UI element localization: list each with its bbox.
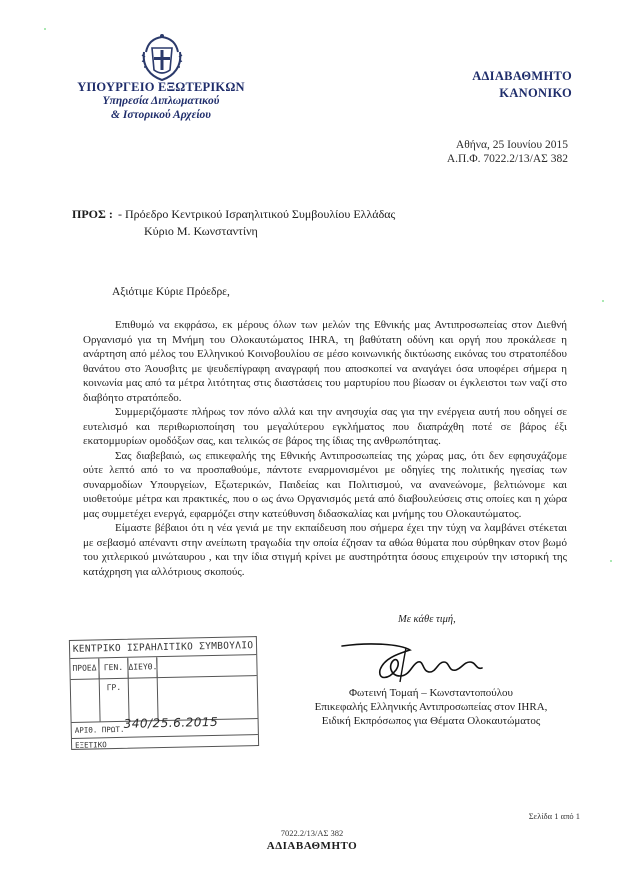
handwritten-signature xyxy=(340,640,500,684)
stamp-col-secretary: ΓΕΝ. ΓΡ. xyxy=(99,658,128,679)
signatory-block xyxy=(296,686,566,728)
classification-normal: ΚΑΝΟΝΙΚΟ xyxy=(499,86,572,100)
stamp-col-director: ΔΙΕΥΘ. xyxy=(128,657,157,678)
signatory-title-2: Ειδική Εκπρόσωπος για Θέματα Ολοκαυτώματος xyxy=(321,715,541,727)
closing-phrase: Με κάθε τιμή, xyxy=(398,614,456,625)
recipient-label: ΠΡΟΣ : xyxy=(72,207,113,221)
footer-classification: ΑΔΙΑΒΑΘΜΗΤΟ xyxy=(266,840,358,852)
signatory-title-1: Επικεφαλής Ελληνικής Αντιπροσωπείας στον IHRA, xyxy=(314,701,548,713)
page-number: Σελίδα 1 από 1 xyxy=(528,811,580,821)
classification-block xyxy=(472,68,572,102)
stamp-title: ΚΕΝΤΡΙΚΟ ΙΣΡΑΗΛΙΤΙΚΟ ΣΥΜΒΟΥΛΙΟ xyxy=(70,637,256,659)
scan-speck xyxy=(610,560,612,562)
paragraph-3: Σας διαβεβαιώ, ως επικεφαλής της Εθνικής Αντιπροσωπείας της χώρας μας, ότι δεν εφησυχάζομε ούτε λεπτό από το να προσπαθούμε, πάντοτε εναρμονισμένοι με οδηγίες της πολιτικής ηγεσίας των συναρμοδίων Υπουργείων, Εξωτερικών, Παιδείας και Πολιτισμού, να ανανεώνομε, βελτιώνομε και υιοθετούμε μέτρα και πρακτικές, που ο ως άνω Οργανισμός μετά από διαβουλεύσεις στις οποίες και η χώρα μας συμμετέχει ενεργά, εφαρμόζει στην κατεύθυνση διδασκαλίας και μνήμης του Ολοκαυτώματος. xyxy=(83,449,567,520)
date-reference-block xyxy=(447,138,568,166)
recipient-line-2: Κύριο Μ. Κωνσταντίνη xyxy=(144,224,258,238)
salutation: Αξιότιμε Κύριε Πρόεδρε, xyxy=(112,286,230,298)
letter-reference: Α.Π.Φ. 7022.2/13/ΑΣ 382 xyxy=(446,153,568,165)
letter-body xyxy=(83,318,567,579)
stamp-col-president: ΠΡΟΕΔ xyxy=(70,658,99,679)
stamp-outgoing-label: ΕΞΕΤΙΚΟ xyxy=(74,740,107,750)
scan-speck xyxy=(44,28,46,30)
recipient-line-1: - Πρόεδρο Κεντρικού Ισραηλιτικού Συμβουλίου Ελλάδας xyxy=(118,207,396,221)
service-line-1: Υπηρεσία Διπλωματικού xyxy=(102,95,220,107)
footer-reference: 7022.2/13/ΑΣ 382 xyxy=(280,828,344,838)
received-stamp xyxy=(69,636,259,750)
recipient-block xyxy=(72,206,396,238)
service-line-2: & Ιστορικού Αρχείου xyxy=(111,109,211,121)
greek-coat-of-arms-icon xyxy=(138,32,186,82)
ministry-name: ΥΠΟΥΡΓΕΙΟ ΕΞΩΤΕΡΙΚΩΝ xyxy=(77,80,245,94)
stamp-protocol-label: ΑΡΙΘ. ΠΡΩΤ. xyxy=(74,724,125,735)
scan-speck xyxy=(602,300,604,302)
letter-date: Αθήνα, 25 Ιουνίου 2015 xyxy=(455,139,568,151)
signatory-name: Φωτεινή Τομαή – Κωνσταντοπούλου xyxy=(349,687,513,699)
paragraph-4: Είμαστε βέβαιοι ότι η νέα γενιά με την εκπαίδευση που σήμερα έχει την τύχη να λαμβάνει στέκεται με σεβασμό απέναντι στην ανείπωτη τραγωδία την οποία έζησαν τα αθώα θύματα που σύρθηκαν στον βωμό του χιτλερικού μινώταυρου , και την ίδια στιγμή κρίνει με αυστηρότητα όσους επιχειρούν την ιστορική της κατάχρηση για αλλότριους σκοπούς. xyxy=(83,522,567,578)
paragraph-1: Επιθυμώ να εκφράσω, εκ μέρους όλων των μελών της Εθνικής μας Αντιπροσωπείας στον Διεθνή Οργανισμό για τη Μνήμη του Ολοκαυτώματος IHRA, τη βαθύτατη οδύνη και οργή που προκάλεσε η ανάρτηση από μέλος του Ελληνικού Κοινοβουλίου σε μέσο κοινωνικής δικτύωσης εικόνας του στρατοπέδου θανάτου στο Άουσβιτς με ψευδεπίγραφη αναγραφή που αποσκοπεί να αναγάγει όσα υποφέρει σήμερα η κοινωνία μας από τα μέτρα λιτότητας στις διαστάσεις του μαρτυρίου που βίωσαν οι έγκλειστοι των ναζί στο διαβόητο στρατόπεδο. xyxy=(83,319,567,404)
classification-unclassified: ΑΔΙΑΒΑΘΜΗΤΟ xyxy=(472,69,572,83)
stamp-protocol-number: 340/25.6.2015 xyxy=(123,714,219,731)
paragraph-2: Συμμεριζόμαστε πλήρως τον πόνο αλλά και την ανησυχία σας για την ενέργεια αυτή που οδηγεί σε ευτελισμό και περιθωριοποίηση του μεγαλύτερου εγκλήματος που διαπράχθη ποτέ σε βάρος έξι εκατομμυρίων ομοδόξων σας, και τελικώς σε βάρος της ίδιας της ανθρωπότητας. xyxy=(83,406,567,447)
ministry-header xyxy=(76,80,246,122)
